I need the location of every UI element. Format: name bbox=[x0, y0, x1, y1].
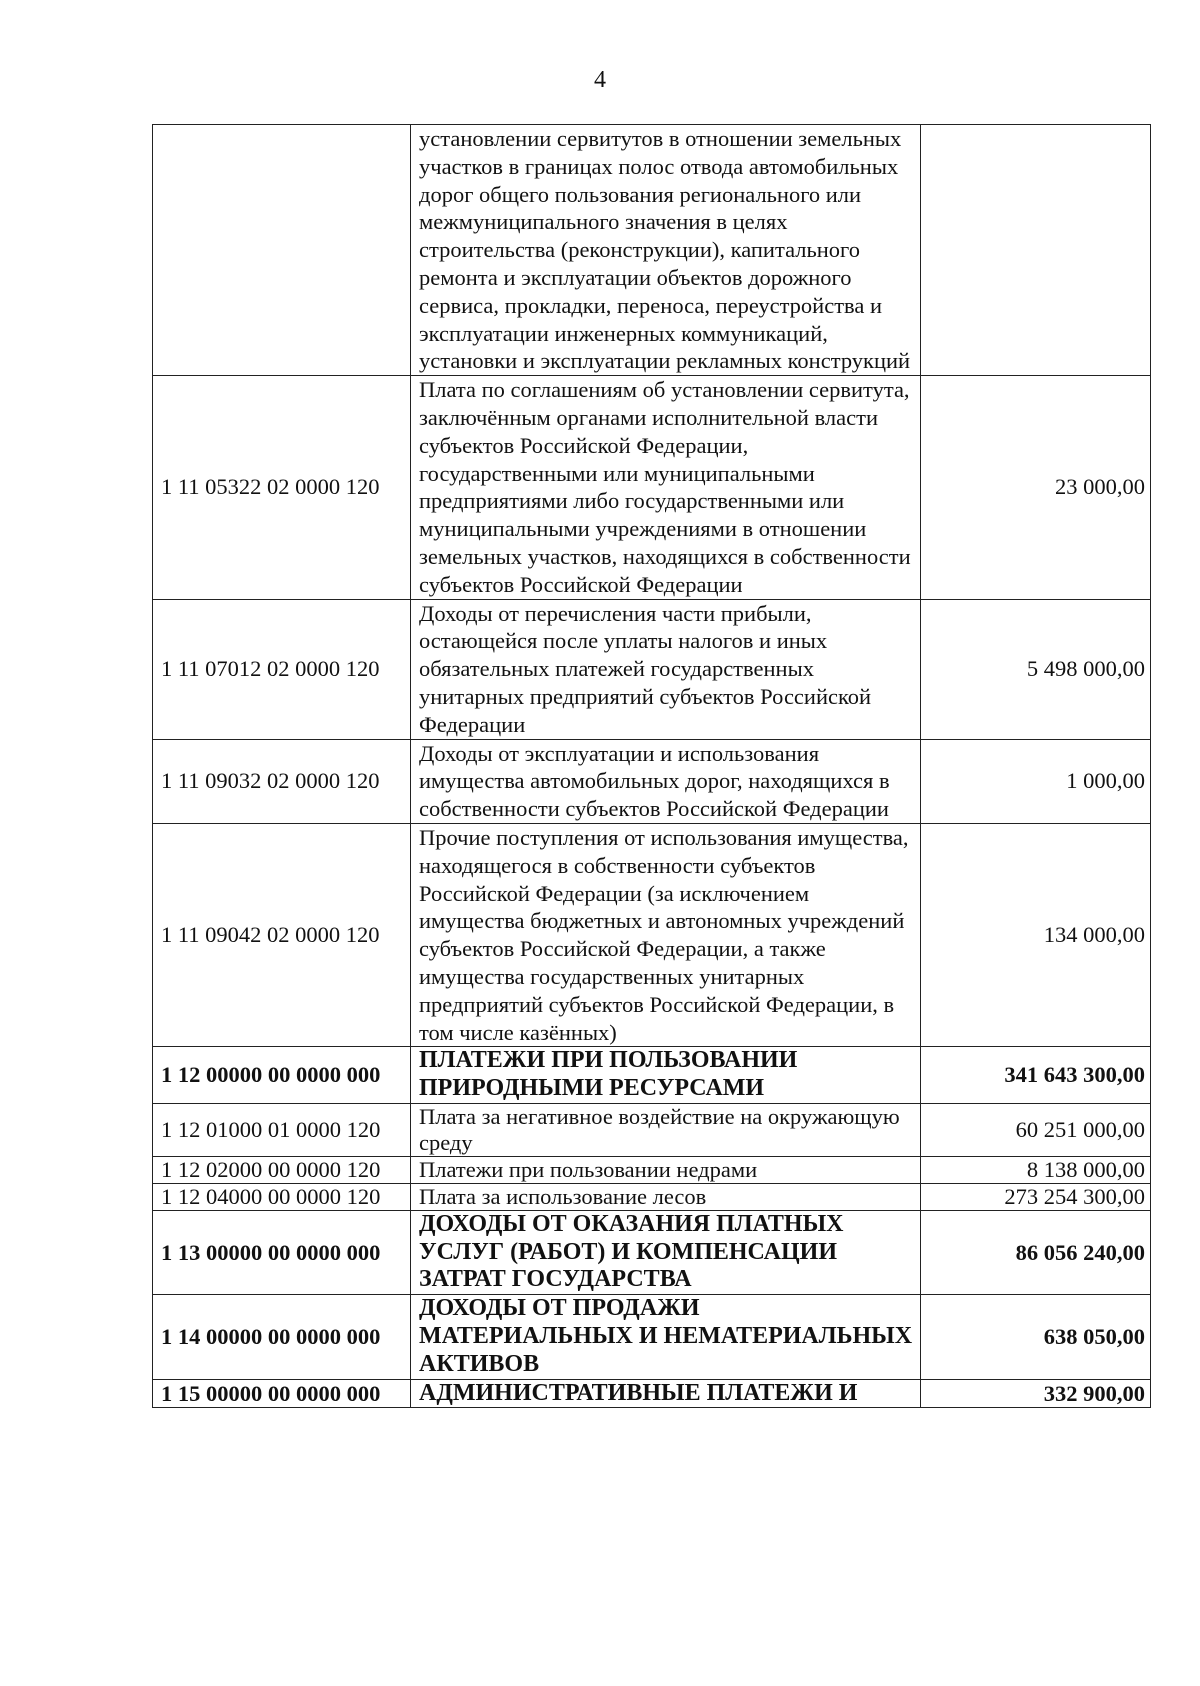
amount-cell: 332 900,00 bbox=[921, 1379, 1151, 1408]
budget-code-cell: 1 12 00000 00 0000 000 bbox=[153, 1047, 411, 1104]
page-number: 4 bbox=[594, 67, 606, 93]
amount-cell: 638 050,00 bbox=[921, 1295, 1151, 1379]
amount-cell bbox=[921, 125, 1151, 376]
budget-code-cell: 1 11 07012 02 0000 120 bbox=[153, 599, 411, 739]
budget-code-cell: 1 11 09032 02 0000 120 bbox=[153, 739, 411, 823]
budget-code-cell: 1 12 01000 01 0000 120 bbox=[153, 1103, 411, 1156]
amount-cell: 341 643 300,00 bbox=[921, 1047, 1151, 1104]
amount-cell: 134 000,00 bbox=[921, 823, 1151, 1046]
table-row bbox=[153, 1156, 1151, 1183]
revenue-name-cell: Плата за негативное воздействие на окружающую среду bbox=[411, 1103, 921, 1156]
table-row bbox=[153, 1183, 1151, 1210]
revenue-name-cell: установлении сервитутов в отношении земельных участков в границах полос отвода автомобильных дорог общего пользования регионального или межмуниципального значения в целях строительства (реконструкции), капитального ремонта и эксплуатации объектов дорожного сервиса, прокладки, переноса, переустройства и эксплуатации инженерных коммуникаций, установки и эксплуатации рекламных конструкций bbox=[411, 125, 921, 376]
revenue-name-cell: Прочие поступления от использования имущества, находящегося в собственности субъектов Российской Федерации (за исключением имущества бюджетных и автономных учреждений субъектов Российской Федерации, а также имущества государственных унитарных предприятий субъектов Российской Федерации, в том числе казённых) bbox=[411, 823, 921, 1046]
amount-cell: 23 000,00 bbox=[921, 376, 1151, 599]
revenue-name-cell: Доходы от эксплуатации и использования имущества автомобильных дорог, находящихся в собственности субъектов Российской Федерации bbox=[411, 739, 921, 823]
table-row bbox=[153, 823, 1151, 1046]
revenue-name-cell: ДОХОДЫ ОТ ОКАЗАНИЯ ПЛАТНЫХ УСЛУГ (РАБОТ) И КОМПЕНСАЦИИ ЗАТРАТ ГОСУДАРСТВА bbox=[411, 1210, 921, 1294]
amount-cell: 8 138 000,00 bbox=[921, 1156, 1151, 1183]
budget-code-cell: 1 14 00000 00 0000 000 bbox=[153, 1295, 411, 1379]
budget-code-cell: 1 11 05322 02 0000 120 bbox=[153, 376, 411, 599]
revenue-name-cell: Платежи при пользовании недрами bbox=[411, 1156, 921, 1183]
table-row-section-total bbox=[153, 1047, 1151, 1104]
amount-cell: 5 498 000,00 bbox=[921, 599, 1151, 739]
revenue-name-cell: Доходы от перечисления части прибыли, остающейся после уплаты налогов и иных обязательных платежей государственных унитарных предприятий субъектов Российской Федерации bbox=[411, 599, 921, 739]
budget-code-cell: 1 13 00000 00 0000 000 bbox=[153, 1210, 411, 1294]
revenue-name-cell: Плата за использование лесов bbox=[411, 1183, 921, 1210]
amount-cell: 1 000,00 bbox=[921, 739, 1151, 823]
amount-cell: 60 251 000,00 bbox=[921, 1103, 1151, 1156]
table-row bbox=[153, 599, 1151, 739]
amount-cell: 86 056 240,00 bbox=[921, 1210, 1151, 1294]
table-row bbox=[153, 125, 1151, 376]
budget-code-cell: 1 12 04000 00 0000 120 bbox=[153, 1183, 411, 1210]
budget-code-cell: 1 12 02000 00 0000 120 bbox=[153, 1156, 411, 1183]
revenue-table bbox=[152, 124, 1151, 1408]
table-row-section-total bbox=[153, 1210, 1151, 1294]
budget-code-cell: 1 11 09042 02 0000 120 bbox=[153, 823, 411, 1046]
revenue-name-cell: АДМИНИСТРАТИВНЫЕ ПЛАТЕЖИ И bbox=[411, 1379, 921, 1408]
table-row bbox=[153, 376, 1151, 599]
revenue-name-cell: Плата по соглашениям об установлении сервитута, заключённым органами исполнительной власти субъектов Российской Федерации, государственными или муниципальными предприятиями либо государственными или муниципальными учреждениями в отношении земельных участков, находящихся в собственности субъектов Российской Федерации bbox=[411, 376, 921, 599]
revenue-name-cell: ДОХОДЫ ОТ ПРОДАЖИ МАТЕРИАЛЬНЫХ И НЕМАТЕРИАЛЬНЫХ АКТИВОВ bbox=[411, 1295, 921, 1379]
table-row bbox=[153, 1103, 1151, 1156]
revenue-name-cell: ПЛАТЕЖИ ПРИ ПОЛЬЗОВАНИИ ПРИРОДНЫМИ РЕСУРСАМИ bbox=[411, 1047, 921, 1104]
table-row-section-total bbox=[153, 1379, 1151, 1408]
table-row-section-total bbox=[153, 1295, 1151, 1379]
budget-code-cell bbox=[153, 125, 411, 376]
table-row bbox=[153, 739, 1151, 823]
amount-cell: 273 254 300,00 bbox=[921, 1183, 1151, 1210]
budget-code-cell: 1 15 00000 00 0000 000 bbox=[153, 1379, 411, 1408]
